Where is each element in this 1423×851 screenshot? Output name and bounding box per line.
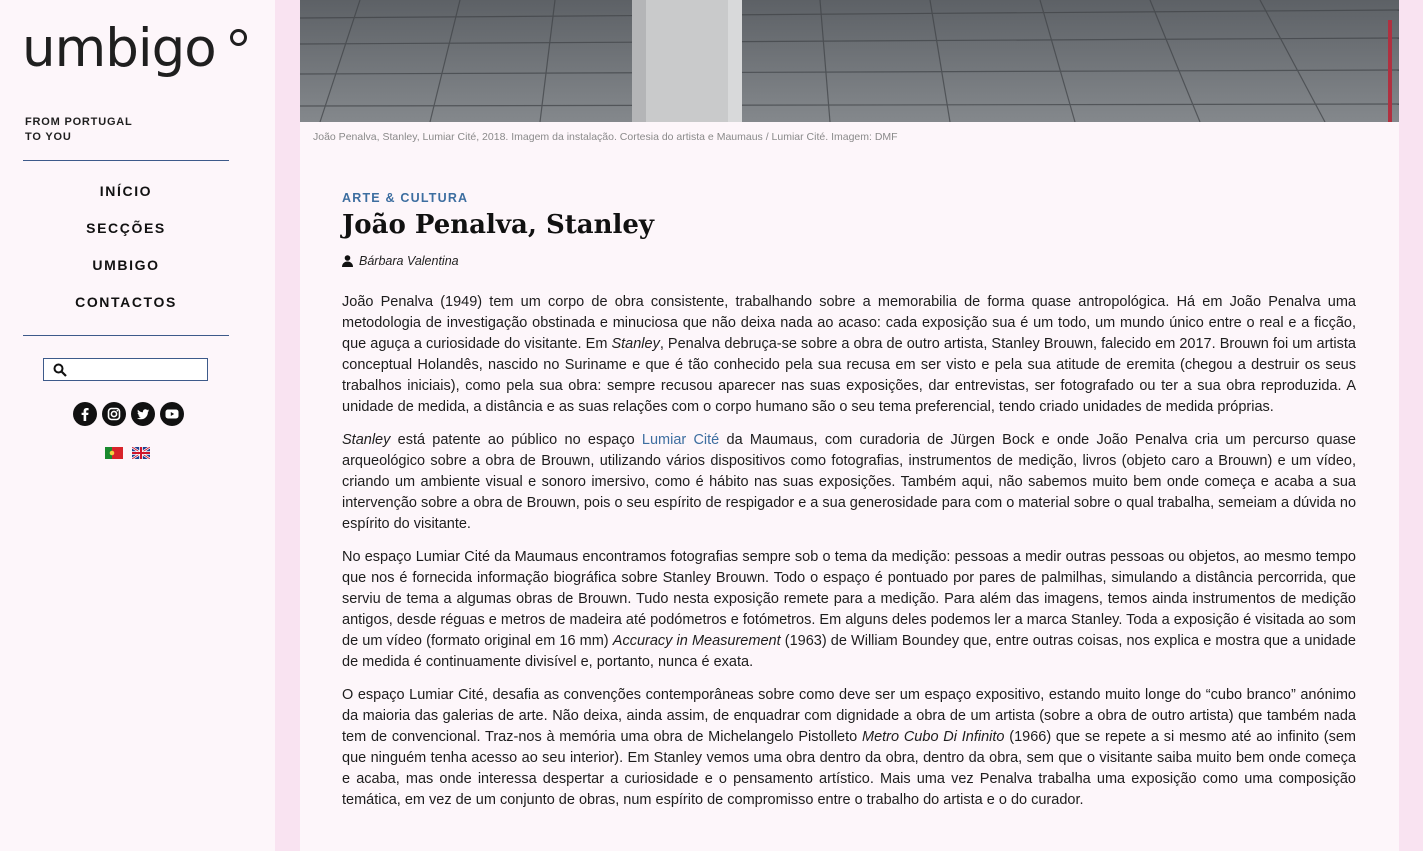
twitter-icon[interactable] bbox=[131, 402, 155, 426]
tagline-line-2: TO YOU bbox=[25, 131, 72, 143]
nav-item-umbigo[interactable]: UMBIGO bbox=[92, 257, 160, 273]
pt-flag-icon[interactable] bbox=[105, 447, 123, 459]
site-logo[interactable]: umbigo bbox=[22, 18, 216, 79]
sidebar bbox=[0, 0, 275, 851]
paragraph-4: O espaço Lumiar Cité, desafia as convenções contemporâneas sobre como deve ser um espaço expositivo, estando muito longe do “cubo branco” anónimo da maioria das galerias de arte. Não deixa, ainda assim, de enquadrar com dignidade a obra de um artista (sobre a obra de outro artista) que também nada tem de convencional. Traz-nos à memória uma obra de Michelangelo Pistolleto Metro Cubo Di Infinito (1966) que se repete a si mesmo até ao infinito (sem que ninguém tenha acesso ao seu interior). Em Stanley vemos uma obra dentro da obra, dentro da obra, sem que o visitante saiba muito bem onde começa e acaba, mas onde interessa despertar a curiosidade e o pensamento artístico. Mais uma vez Penalva trabalha uma exposição como uma composição temática, em vez de um conjunto de obras, num espírito de compromisso entre o trabalho do artista e o do curador. bbox=[342, 687, 1357, 808]
search-box bbox=[43, 358, 208, 381]
facebook-icon[interactable] bbox=[73, 402, 97, 426]
article-category[interactable]: ARTE & CULTURA bbox=[342, 191, 469, 205]
main-nav bbox=[23, 178, 229, 326]
site-tagline bbox=[25, 115, 133, 145]
nav-item-seccoes[interactable]: SECÇÕES bbox=[86, 220, 166, 236]
article-title: João Penalva, Stanley bbox=[342, 210, 655, 240]
youtube-icon[interactable] bbox=[160, 402, 184, 426]
paragraph-3: No espaço Lumiar Cité da Maumaus encontramos fotografias sempre sob o tema da medição: pessoas a medir outras pessoas ou objetos, ao mesmo tempo que nos é fornecida informação biográfica sobre Stanley Brouwn. Todo o espaço é pontuado por pares de palmilhas, simulando a distância percorrida, que serviu de tema a algumas obras de Brouwn. Tudo nesta exposição remete para a medição. Para além das imagens, temos ainda instrumentos de medição antigos, desde réguas e metros de madeira até podómetros e fotómetros. Em alguns deles podemos ler a marca Stanley. Toda a exposição é visitada ao som de um vídeo (formato original em 16 mm) Accuracy in Measurement (1963) de William Boundey que, entre outras coisas, nos explica e mostra que a unidade de medida é continuamente divisível e, portanto, nunca é exata. bbox=[342, 549, 1357, 670]
paragraph-2: Stanley está patente ao público no espaço Lumiar Cité da Maumaus, com curadoria de Jürgen Bock e onde João Penalva cria um percurso quase arqueológico sobre a obra de Brouwn, utilizando vários dispositivos como fotografias, instrumentos de medição, livros (objeto caro a Brouwn) e um vídeo, criando um ambiente visual e sonoro imersivo, como é hábito nas suas exposições. Também aqui, não sabemos muito bem onde começa e acaba a sua intervenção sobre a obra de Brouwn, pois o seu espírito de respigador e a sua generosidade para com o material sobre o qual trabalha, semeiam a dúvida no espírito do visitante. bbox=[342, 432, 1357, 532]
divider-bottom bbox=[23, 335, 229, 336]
author-name[interactable]: Bárbara Valentina bbox=[359, 254, 459, 268]
search-input[interactable] bbox=[72, 361, 202, 378]
hero-image bbox=[300, 0, 1399, 122]
main-content bbox=[300, 0, 1399, 851]
paragraph-1: João Penalva (1949) tem um corpo de obra consistente, trabalhando sobre a memorabilia de forma quase antropológica. Há em João Penalva uma metodologia de investigação obstinada e minuciosa que não deixa nada ao acaso: cada exposição sua é um todo, um mundo único entre o real e a ficção, que aguça a curiosidade do visitante. Em Stanley, Penalva debruça-se sobre a obra de outro artista, Stanley Brouwn, falecido em 2017. Brouwn foi um artista conceptual Holandês, nascido no Suriname e que é tão conhecido pela sua recusa em ser visto e pela sua atitude de eremita (chegou a destruir os seus trabalhos iniciais), como pela sua obra: sempre recusou aparecer nas suas exposições, dar entrevistas, ser fotografado ou ter a sua obra reproduzida. A unidade de medida, a distância e as suas relações com o corpo humano são o seu tema preferencial, tendo criado unidades de medida próprias. bbox=[342, 294, 1356, 415]
article-author[interactable] bbox=[342, 254, 459, 268]
user-icon bbox=[342, 255, 353, 267]
divider-top bbox=[23, 160, 229, 161]
search-icon[interactable] bbox=[53, 363, 67, 377]
hero-photo bbox=[300, 0, 1399, 122]
social-links bbox=[73, 402, 184, 426]
instagram-icon[interactable] bbox=[102, 402, 126, 426]
language-switcher bbox=[105, 447, 150, 459]
tagline-line-1: FROM PORTUGAL bbox=[25, 116, 133, 128]
nav-item-inicio[interactable]: INÍCIO bbox=[99, 183, 153, 199]
lumiar-cite-link[interactable]: Lumiar Cité bbox=[641, 432, 720, 448]
hero-caption: João Penalva, Stanley, Lumiar Cité, 2018. Imagem da instalação. Cortesia do artista e Maumaus / Lumiar Cité. Imagem: DMF bbox=[313, 131, 898, 143]
nav-item-contactos[interactable]: CONTACTOS bbox=[75, 294, 177, 310]
article-body bbox=[342, 292, 1356, 823]
logo-ring bbox=[230, 29, 247, 46]
uk-flag-icon[interactable] bbox=[132, 447, 150, 459]
